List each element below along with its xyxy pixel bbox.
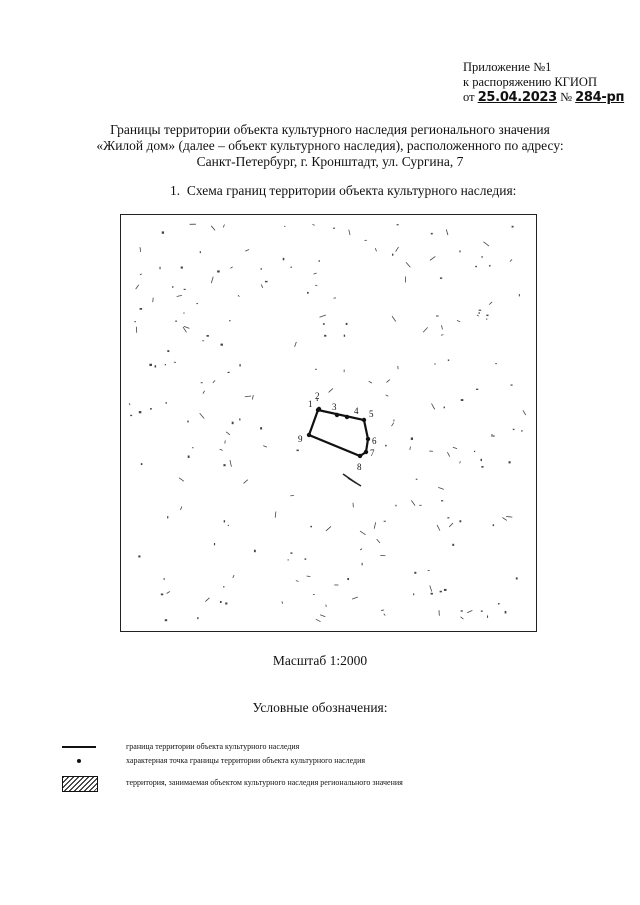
map-speck [316, 619, 321, 622]
legend-item-boundary: граница территории объекта культурного наследия [126, 742, 300, 751]
map-speck [307, 576, 311, 577]
map-speck [333, 228, 335, 229]
map-speck [393, 420, 394, 422]
map-speck [130, 415, 132, 416]
map-speck [448, 359, 449, 360]
map-speck [362, 563, 363, 565]
map-speck [459, 520, 461, 522]
map-speck [140, 274, 142, 275]
map-speck [493, 435, 495, 436]
map-speck [489, 265, 490, 267]
map-speck [245, 396, 251, 397]
map-speck [392, 254, 393, 256]
map-speck [395, 505, 396, 507]
map-speck [134, 321, 136, 322]
map-speck [320, 615, 325, 617]
map-speck [461, 610, 463, 611]
map-speck [290, 495, 294, 496]
appendix-order: к распоряжению КГИОП [463, 75, 597, 89]
map-speck [284, 226, 285, 227]
map-speck [129, 403, 130, 405]
map-speck [453, 447, 457, 448]
map-speck [225, 602, 227, 604]
map-speck [374, 522, 375, 528]
map-speck [474, 451, 475, 452]
legend-title: Условные обозначения: [252, 700, 388, 715]
boundary-point-label: 5 [369, 409, 374, 419]
map-speck [305, 558, 307, 559]
map-speck [349, 230, 350, 235]
map-speck [197, 617, 198, 619]
map-speck [449, 523, 453, 527]
map-speck [167, 591, 170, 593]
map-speck [296, 450, 298, 451]
map-speck [506, 517, 512, 518]
map-speck [460, 617, 463, 619]
map-speck [263, 446, 267, 447]
map-speck [315, 369, 317, 370]
map-speck [183, 327, 187, 333]
map-speck [479, 310, 482, 311]
map-speck [244, 480, 248, 484]
map-speck [254, 550, 256, 552]
map-speck [479, 312, 480, 314]
map-speck [211, 277, 213, 284]
map-speck [175, 321, 177, 322]
map-speck [226, 432, 230, 435]
map-speck [136, 285, 139, 289]
map-speck [432, 404, 435, 410]
map-background-marks [129, 224, 526, 622]
map-speck [239, 364, 240, 366]
map-speck [159, 267, 160, 269]
map-speck [411, 437, 413, 439]
map-speck [139, 411, 142, 413]
map-speck [211, 226, 215, 231]
map-speck [513, 429, 515, 430]
map-speck [493, 524, 494, 526]
map-speck [172, 286, 173, 288]
map-building-marks [343, 474, 361, 486]
map-speck [221, 344, 223, 346]
map-speck [290, 552, 292, 553]
map-speck [491, 434, 492, 436]
map-speck [459, 250, 460, 252]
map-speck [223, 586, 224, 587]
map-speck [184, 326, 189, 328]
map-speck [385, 445, 387, 447]
map-speck [452, 544, 454, 546]
map-speck [245, 250, 249, 252]
map-speck [165, 364, 166, 365]
boundary-point [317, 407, 321, 411]
map-speck [323, 323, 325, 325]
map-speck [486, 318, 487, 319]
map-speck [141, 463, 143, 465]
map-speck [481, 610, 483, 611]
map-speck [347, 578, 349, 580]
boundary-point [345, 415, 349, 419]
map-speck [442, 325, 443, 329]
legend-item-point: характерная точка границы территории объекта культурного наследия [126, 756, 366, 765]
map-speck [460, 461, 461, 463]
map-speck [386, 395, 389, 396]
map-speck [181, 507, 182, 510]
map-speck [489, 302, 492, 305]
map-speck [444, 589, 447, 591]
map-speck [239, 418, 240, 420]
boundary-point-label: 3 [332, 402, 337, 412]
map-speck [396, 247, 399, 252]
map-speck [392, 316, 396, 321]
map-speck [207, 335, 209, 337]
map-speck [265, 281, 268, 282]
legend-hatch-symbol [62, 776, 98, 792]
map-speck [486, 315, 488, 316]
map-speck [329, 388, 333, 392]
boundary-point-label: 1 [308, 399, 313, 409]
map-speck [290, 267, 292, 268]
map-speck [213, 380, 215, 382]
boundary-point [366, 437, 370, 441]
map-speck [434, 363, 435, 364]
boundary-point-label: 7 [370, 448, 375, 458]
map-speck [166, 402, 167, 404]
map-speck [200, 251, 201, 253]
map-speck [217, 270, 220, 272]
map-speck [326, 526, 331, 531]
map-speck [498, 603, 500, 605]
map-speck [446, 229, 448, 235]
map-speck [416, 479, 418, 480]
map-speck [307, 292, 309, 294]
map-speck [310, 526, 312, 527]
map-speck [192, 447, 193, 448]
map-speck [233, 575, 234, 578]
map-speck [447, 452, 449, 457]
map-speck [386, 380, 389, 383]
map-speck [447, 517, 449, 518]
map-speck [188, 456, 190, 458]
map-speck [312, 224, 314, 225]
boundary-point-label: 9 [298, 434, 303, 444]
map-speck [438, 487, 444, 489]
map-speck [165, 619, 167, 621]
map-speck [521, 430, 522, 431]
map-speck [495, 363, 496, 364]
map-speck [228, 372, 230, 373]
map-speck [319, 260, 320, 262]
map-speck [457, 320, 460, 322]
map-speck [440, 591, 442, 593]
map-speck [167, 516, 168, 518]
map-speck [196, 303, 198, 304]
map-speck [179, 478, 184, 481]
map-speck [313, 273, 316, 274]
map-speck [346, 323, 348, 325]
map-speck [477, 315, 479, 316]
map-speck [229, 320, 230, 321]
map-speck [282, 601, 283, 603]
boundary-point [364, 450, 368, 454]
map-speck [413, 593, 414, 595]
map-speck [441, 500, 443, 501]
map-speck [375, 248, 376, 251]
section-number: 1. [170, 183, 181, 198]
map-speck [406, 262, 410, 267]
map-speck [315, 285, 317, 286]
map-speck [487, 615, 488, 617]
document-title [40, 122, 620, 170]
map-speck [523, 410, 526, 415]
map-speck [138, 555, 140, 557]
boundary-point [307, 433, 311, 437]
map-speck [481, 256, 482, 257]
map-speck [187, 421, 188, 423]
appendix-from: от [463, 90, 475, 104]
map-speck [461, 399, 464, 401]
map-speck [344, 335, 345, 337]
map-speck [184, 289, 186, 290]
map-speck [440, 277, 442, 278]
appendix-title: Приложение №1 [463, 60, 552, 74]
map-speck [502, 517, 506, 520]
map-speck [238, 295, 239, 297]
map-speck [295, 342, 297, 347]
map-speck [162, 231, 164, 233]
map-speck [369, 381, 372, 383]
map-speck [352, 597, 358, 599]
map-speck [326, 605, 327, 607]
title-line-3: Санкт-Петербург, г. Кронштадт, ул. Сургина, 7 [196, 154, 464, 169]
map-speck [230, 267, 232, 268]
map-speck [512, 226, 514, 228]
map-speck [436, 315, 439, 316]
map-speck [296, 581, 299, 582]
map-speck [483, 242, 488, 246]
appendix-date-line [463, 90, 624, 105]
map-speck [381, 610, 384, 611]
map-speck [377, 539, 380, 543]
map-speck [437, 525, 440, 531]
map-speck [384, 614, 386, 616]
map-speck [360, 549, 362, 550]
map-speck [430, 256, 435, 260]
appendix-block [463, 60, 624, 105]
map-speck [410, 447, 411, 450]
map-speck [431, 593, 433, 595]
map-speck [223, 224, 224, 227]
map-speck [384, 521, 386, 522]
section-heading [170, 183, 516, 199]
boundary-polygon [309, 410, 368, 456]
map-speck [161, 593, 163, 595]
map-speck [324, 335, 326, 337]
boundary-map [120, 214, 537, 632]
map-speck [220, 601, 222, 603]
map-speck [411, 500, 415, 505]
map-speck [200, 413, 205, 418]
map-speck [320, 315, 326, 317]
map-speck [288, 559, 289, 560]
boundary-point-label: 4 [354, 406, 359, 416]
map-speck [397, 224, 399, 225]
map-speck [423, 327, 428, 332]
map-speck [511, 384, 513, 385]
map-drawing [121, 215, 538, 633]
map-speck [252, 395, 253, 400]
boundary-point-label: 6 [372, 436, 377, 446]
map-speck [509, 461, 511, 463]
map-speck [163, 578, 164, 579]
section-label: Схема границ территории объекта культурного наследия: [186, 183, 517, 198]
legend-item-object-territory: территория, занимаемая объектом культурного наследия регионального значения [126, 778, 403, 787]
map-speck [220, 449, 223, 450]
title-line-1: Границы территории объекта культурного наследия регионального значения [110, 122, 550, 137]
map-scale: Масштаб 1:2000 [272, 653, 368, 668]
map-speck [150, 408, 152, 409]
map-speck [414, 572, 416, 574]
map-speck [275, 512, 276, 518]
map-speck [431, 233, 433, 235]
map-speck [167, 350, 169, 352]
map-speck [140, 308, 143, 310]
map-speck [519, 294, 520, 296]
appendix-number: 284-рп [575, 90, 625, 105]
map-speck [155, 365, 156, 367]
map-speck [430, 586, 432, 592]
boundary-point [362, 418, 366, 422]
map-speck [283, 258, 285, 260]
map-speck [174, 362, 176, 363]
map-speck [223, 464, 225, 466]
map-speck [261, 268, 262, 270]
map-speck [181, 267, 183, 269]
legend-line-symbol [62, 746, 96, 748]
map-speck [140, 247, 141, 252]
map-speck [232, 422, 234, 425]
boundary-point [335, 413, 339, 417]
legend-dot-symbol [77, 759, 81, 763]
boundary-point-label: 8 [357, 462, 362, 472]
title-line-2: «Жилой дом» (далее – объект культурного наследия), расположенного по адресу: [96, 138, 564, 153]
map-speck [510, 259, 512, 261]
map-speck [260, 427, 262, 429]
appendix-date: 25.04.2023 [477, 90, 557, 105]
map-speck [205, 598, 209, 602]
boundary-point [358, 454, 362, 458]
map-speck [214, 543, 215, 545]
map-speck [183, 313, 184, 314]
map-speck [201, 382, 203, 383]
map-speck [228, 525, 229, 526]
map-speck [392, 423, 394, 427]
map-speck [203, 391, 205, 394]
map-speck [505, 611, 507, 614]
map-speck [516, 577, 518, 579]
map-speck [476, 389, 478, 390]
map-speck [441, 335, 443, 336]
map-speck [481, 459, 482, 461]
map-speck [467, 610, 472, 612]
boundary-point-label: 2 [315, 391, 320, 401]
map-speck [481, 466, 483, 468]
map-speck [261, 284, 263, 287]
map-speck [230, 460, 232, 467]
map-speck [475, 266, 477, 267]
map-speck [149, 364, 152, 366]
map-speck [360, 531, 366, 535]
map-speck [177, 295, 182, 296]
map-speck [224, 520, 225, 522]
appendix-no: № [560, 90, 572, 104]
map-speck [444, 407, 445, 409]
building-mark [348, 478, 361, 486]
